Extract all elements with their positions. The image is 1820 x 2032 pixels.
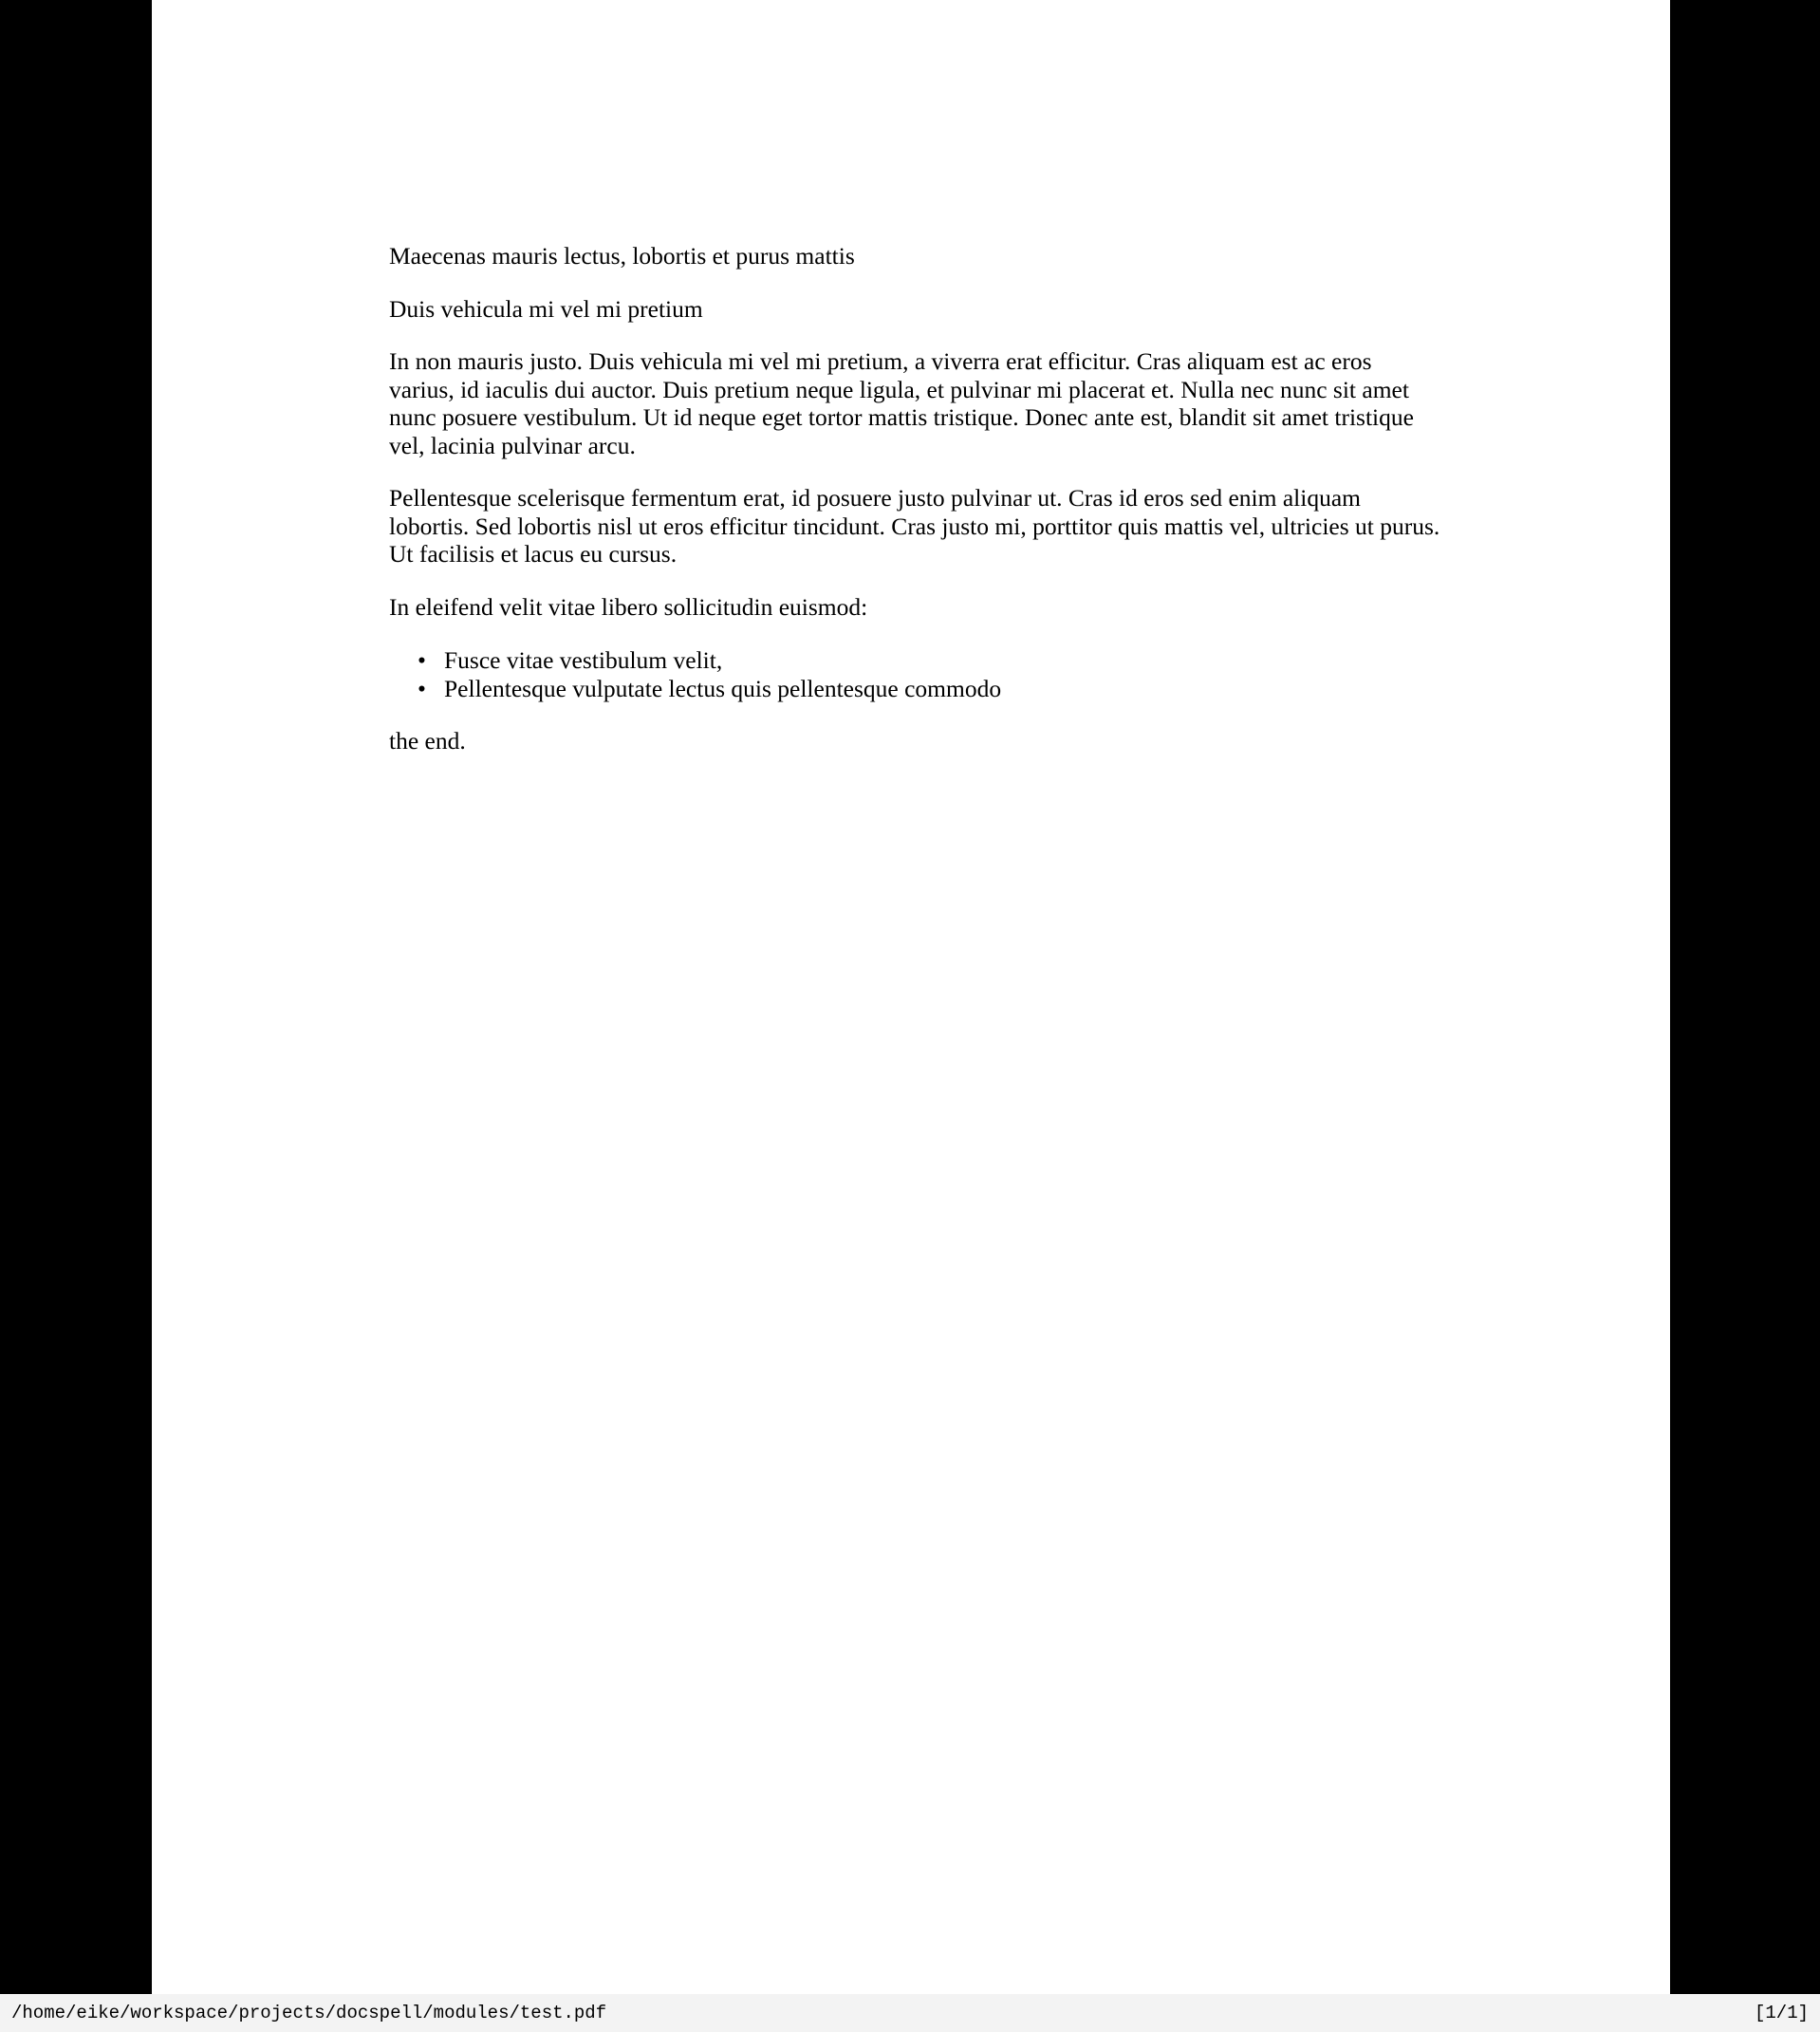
- list-item: • Fusce vitae vestibulum velit,: [444, 646, 1442, 675]
- file-path-label: /home/eike/workspace/projects/docspell/modules/test.pdf: [11, 2003, 607, 2023]
- paragraph-list-intro: In eleifend velit vitae libero sollicitudin euismod:: [389, 592, 868, 621]
- page-indicator: [1/1]: [1754, 2003, 1809, 2023]
- status-bar: [0, 1994, 1820, 2032]
- list-item: • Pellentesque vulputate lectus quis pellentesque commodo: [444, 675, 1442, 703]
- paragraph-body-1: In non mauris justo. Duis vehicula mi vel mi pretium, a viverra erat efficitur. Cras aliquam est ac eros varius, id iaculis dui auctor. Duis pretium neque ligula, et pulvinar mi placerat et. Nulla nec nunc sit amet nunc posuere vestibulum. Ut id neque eget tortor mattis tristique. Donec ante est, blandit sit amet tristique vel, lacinia pulvinar arcu.: [389, 347, 1414, 459]
- document-body: [389, 242, 1442, 780]
- bullet-list: [389, 646, 1442, 702]
- pdf-page: [152, 0, 1670, 1994]
- paragraph-heading-2: Duis vehicula mi vel mi pretium: [389, 294, 703, 323]
- paragraph-body-2: Pellentesque scelerisque fermentum erat, id posuere justo pulvinar ut. Cras id eros sed enim aliquam lobortis. Sed lobortis nisl ut eros efficitur tincidunt. Cras justo mi, porttitor quis mattis vel, ultricies ut purus. Ut facilisis et lacus eu cursus.: [389, 484, 1440, 568]
- paragraph-heading-1: Maecenas mauris lectus, lobortis et purus mattis: [389, 242, 855, 270]
- paragraph-closing: the end.: [389, 727, 466, 755]
